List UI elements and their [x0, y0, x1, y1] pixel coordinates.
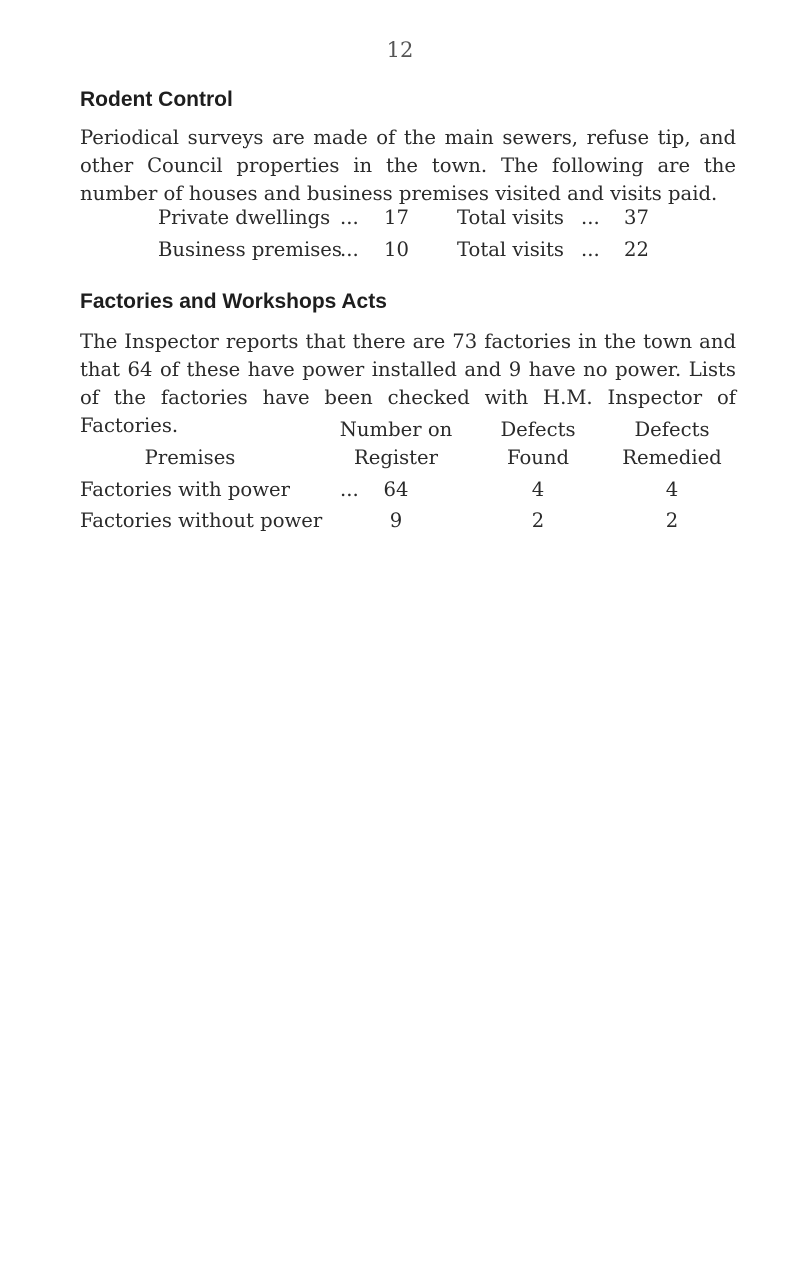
table-row-premises: Factories without power	[80, 509, 323, 532]
header-register-line1: Number on	[339, 418, 453, 441]
rodent-control-paragraph: Periodical surveys are made of the main sewers, refuse tip, and other Council properties in the town. The following are the number of houses and business premises visited and visits paid.	[80, 126, 736, 205]
table-cell-register: 64	[383, 478, 409, 501]
header-register-line2: Register	[353, 446, 439, 469]
header-found-line1: Defects	[500, 418, 576, 441]
header-found-line2: Found	[506, 446, 570, 469]
leader-dots: ...	[581, 238, 600, 261]
visits-count: 22	[624, 238, 649, 261]
table-cell-remedied: 2	[665, 509, 679, 532]
row-label: Business premises	[158, 238, 342, 261]
row-label: Private dwellings	[158, 206, 331, 229]
leader-dots: ...	[340, 206, 359, 229]
visits-row-private	[0, 204, 800, 232]
header-remedied-line1: Defects	[634, 418, 710, 441]
header-remedied-line2: Remedied	[622, 446, 722, 469]
table-cell-remedied: 4	[665, 478, 679, 501]
visits-row-business	[0, 236, 800, 264]
factories-heading: Factories and Workshops Acts	[80, 290, 387, 313]
leader-dots: ...	[581, 206, 600, 229]
leader-dots: ...	[340, 238, 359, 261]
total-visits-label: Total visits	[457, 238, 564, 261]
rodent-control-heading: Rodent Control	[80, 88, 233, 111]
total-visits-label: Total visits	[457, 206, 564, 229]
table-cell-found: 4	[531, 478, 545, 501]
page-number: 12	[386, 38, 414, 62]
premises-count: 17	[384, 206, 409, 229]
factories-paragraph: The Inspector reports that there are 73 factories in the town and that 64 of these have power installed and 9 have no power. Lists of the factories have been checked with H.M. Inspector of Factories.	[80, 330, 736, 437]
table-cell-found: 2	[531, 509, 545, 532]
visits-count: 37	[624, 206, 649, 229]
leader-dots: ...	[340, 478, 359, 501]
header-premises: Premises	[144, 446, 236, 469]
premises-count: 10	[384, 238, 409, 261]
table-row-premises: Factories with power	[80, 478, 290, 501]
table-cell-register: 9	[389, 509, 403, 532]
